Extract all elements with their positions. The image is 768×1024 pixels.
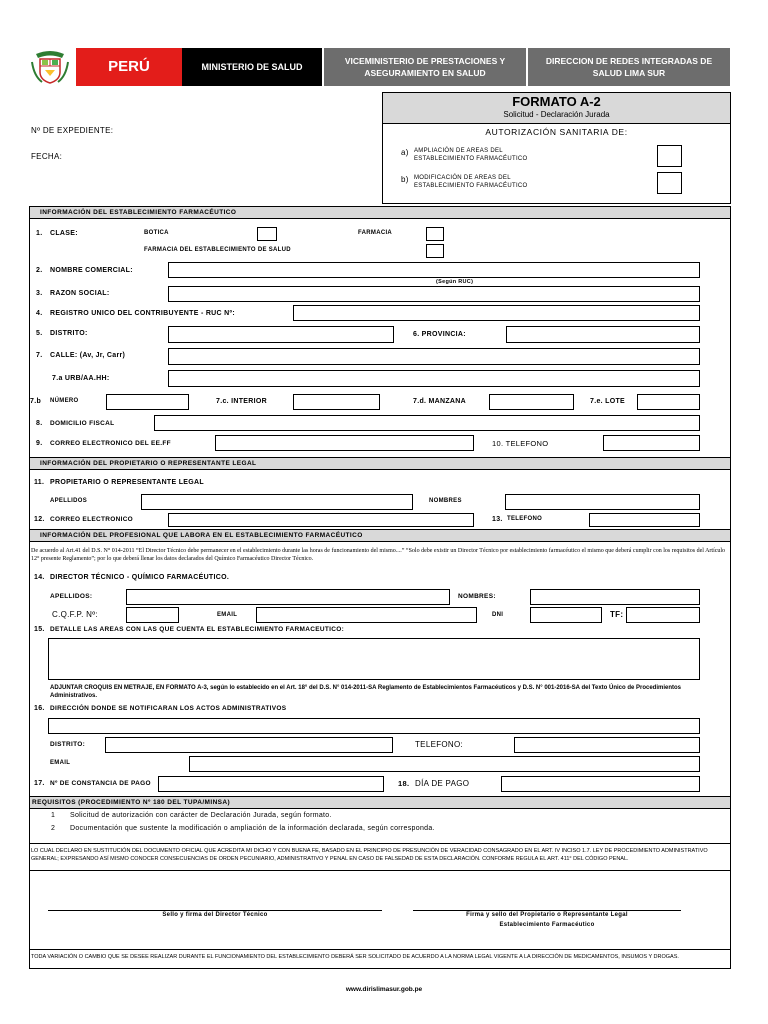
section-owner: INFORMACIÓN DEL PROPIETARIO O REPRESENTANTE LEGAL [29,457,731,470]
field-2-num: 2. [36,267,43,274]
vice-ministry-label: VICEMINISTERIO DE PRESTACIONES Y ASEGURAMIENTO EN SALUD [344,56,506,78]
farmacia-label: FARMACIA [358,230,393,236]
notif-email-label: EMAIL [50,760,71,766]
notif-telefono-field[interactable] [514,737,700,753]
direction-label: DIRECCION DE REDES INTEGRADAS DE SALUD LIMA SUR [545,56,713,78]
field-15-label: DETALLE LAS AREAS CON LAS QUE CUENTA EL ESTABLECIMIENTO FARMACEUTICO: [50,626,345,633]
cqfp-field[interactable] [126,607,179,623]
ministry-label: MINISTERIO DE SALUD [201,62,303,72]
owner-nombres-label: NOMBRES [429,498,462,504]
field-1-label: CLASE: [50,230,78,237]
owner-telefono-field[interactable] [589,513,700,527]
option-b-checkbox[interactable] [657,172,682,194]
farmacia-checkbox[interactable] [426,227,444,241]
field-14-num: 14. [34,574,45,581]
cqfp-label: C.Q.F.P. Nº: [52,610,98,619]
field-16-label: DIRECCIÓN DONDE SE NOTIFICARAN LOS ACTOS ADMINISTRATIVOS [50,705,287,712]
dia-pago-field[interactable] [501,776,700,792]
format-title: FORMATO A-2 [512,94,601,109]
segun-ruc-note: (Según RUC) [436,279,474,285]
option-a-line2: ESTABLECIMIENTO FARMACÉUTICO [414,156,528,162]
farmacia-est-label: FARMACIA DEL ESTABLECIMIENTO DE SALUD [144,247,291,253]
field-12-label: CORREO ELECTRONICO [50,516,134,523]
header-ministry [182,48,322,86]
urb-field[interactable] [168,370,700,387]
signature-left-label: Sello y firma del Director Técnico [162,912,268,918]
dt-nombres-field[interactable] [530,589,700,605]
field-6-label: 6. PROVINCIA: [413,331,466,338]
section-establishment: INFORMACIÓN DEL ESTABLECIMIENTO FARMACÉUTICO [29,206,731,219]
notif-email-field[interactable] [189,756,700,772]
field-3-label: RAZON SOCIAL: [50,290,110,297]
numero-field[interactable] [106,394,189,410]
req-1-num: 1 [51,812,56,819]
dt-email-label: EMAIL [217,612,238,618]
field-9-num: 9. [36,440,43,447]
field-2-label: NOMBRE COMERCIAL: [50,267,133,274]
dt-apellidos-field[interactable] [126,589,450,605]
declaration-divider [29,843,731,844]
option-b-letter: b) [401,175,409,184]
field-16-num: 16. [34,705,45,712]
field-3-num: 3. [36,290,43,297]
interior-field[interactable] [293,394,380,410]
section-requisitos: REQUISITOS (PROCEDIMIENTO Nº 180 DEL TUPA/MINSA) [29,796,731,809]
field-7a-label: 7.a URB/AA.HH: [52,375,110,382]
areas-field[interactable] [48,638,700,680]
field-5-num: 5. [36,330,43,337]
field-7e-label: 7.e. LOTE [590,398,625,405]
country-label: PERÚ [108,58,150,75]
croquis-note: ADJUNTAR CROQUIS EN METRAJE, EN FORMATO A-3, según lo establecido en el Art. 18° del D.S. N° 014-2011-SA Reglamento de Establecimientos Farmacéuticos y D.S. N° 001-2016-SA del Texto Único de Procedimientos Administrativos. [50,685,682,699]
field-10-label: 10. TELEFONO [492,439,549,448]
format-subtitle: Solicitud - Declaración Jurada [503,110,610,119]
option-a-line1: AMPLIACIÓN DE AREAS DEL [414,148,503,154]
owner-apellidos-field[interactable] [141,494,413,510]
field-8-num: 8. [36,420,43,427]
botica-checkbox[interactable] [257,227,277,241]
field-7b-label: NÚMERO [50,398,79,404]
field-4-num: 4. [36,310,43,317]
declaration-divider-2 [29,870,731,871]
auth-title: AUTORIZACIÓN SANITARIA DE: [485,127,628,137]
signature-right-label-2: Establecimiento Farmacéutico [499,922,595,928]
dt-apellidos-label: APELLIDOS: [50,593,93,600]
peru-seal-icon [28,48,72,86]
field-8-label: DOMICILIO FISCAL [50,420,115,427]
owner-apellidos-label: APELLIDOS [50,498,88,504]
provincia-field[interactable] [506,326,700,343]
field-13-num: 13. [492,516,503,523]
field-7-label: CALLE: (Av, Jr, Carr) [50,352,126,359]
expediente-label: Nº DE EXPEDIENTE: [31,126,114,135]
header-country [76,48,182,86]
field-11-num: 11. [34,479,45,486]
dni-label: DNI [492,612,504,618]
fecha-label: FECHA: [31,152,63,161]
field-7-num: 7. [36,352,43,359]
field-1-num: 1. [36,230,43,237]
field-9-label: CORREO ELECTRONICO DEL EE.FF [50,440,171,447]
constancia-field[interactable] [158,776,384,792]
field-11-label: PROPIETARIO O REPRESENTANTE LEGAL [50,479,204,486]
declaration-text: LO CUAL DECLARO EN SUSTITUCIÓN DEL DOCUMENTO OFICIAL QUE ACREDITA MI DICHO Y CON BUENA FE, BASADO EN EL PRINCIPIO DE PRESUNCIÓN DE VERACIDAD CONSAGRADO EN EL ART. IV INCISO 1.7. LEY DE PROCEDIMIENTO ADMINISTRATIVO GENERAL; EXPRESANDO ASÍ MISMO CONOCER CONSECUENCIAS DE ORDEN PECUNIARIO, ADMINISTRATIVO Y PENAL EN CASO DE FALSEDAD DE ESTA DECLARACIÓN. CONFORME REGULA EL ART. 411° DEL CÓDIGO PENAL. [31,848,708,862]
field-12-num: 12. [34,516,45,523]
req-2-text: Documentación que sustente la modificación o ampliación de la información declarada, según corresponda. [70,825,435,832]
notif-telefono-label: TELEFONO: [415,740,464,749]
calle-field[interactable] [168,348,700,365]
telefono-field[interactable] [603,435,700,451]
distrito-field[interactable] [168,326,394,343]
field-13-label: TELEFONO [507,516,543,522]
dt-nombres-label: NOMBRES: [458,593,496,600]
owner-email-field[interactable] [168,513,474,527]
signature-right-label-1: Firma y sello del Propietario o Representante Legal [466,912,628,918]
ruc-field[interactable] [293,305,700,321]
signature-line-right [413,910,681,911]
dni-field[interactable] [530,607,602,623]
field-15-num: 15. [34,626,45,633]
notif-address-field[interactable] [48,718,700,734]
field-17-label: Nº DE CONSTANCIA DE PAGO [50,780,151,787]
signature-line-left [48,910,382,911]
field-5-label: DISTRITO: [50,330,88,337]
field-14-label: DIRECTOR TÉCNICO - QUÍMICO FARMACÉUTICO. [50,574,230,581]
botica-label: BOTICA [144,230,169,236]
option-a-letter: a) [401,148,409,157]
manzana-field[interactable] [489,394,574,410]
owner-nombres-field[interactable] [505,494,700,510]
farmacia-est-checkbox[interactable] [426,244,444,258]
notif-distrito-label: DISTRITO: [50,741,86,748]
field-18-num: 18. [398,779,410,788]
option-b-line2: ESTABLECIMIENTO FARMACÉUTICO [414,183,528,189]
website-text: www.dirislimasur.gob.pe [345,986,423,993]
field-4-label: REGISTRO UNICO DEL CONTRIBUYENTE - RUC Nº: [50,310,235,317]
option-b-line1: MODIFICACIÓN DE AREAS DEL [414,175,511,181]
dt-email-field[interactable] [256,607,477,623]
tf-field[interactable] [626,607,700,623]
legal-text: De acuerdo al Art.41 del D.S. N° 014-2011 “El Director Técnico debe permanecer en el establecimiento durante las horas de funcionamiento del mismo....” “Solo debe existir un Director Técnico por establecimiento farmacéutico el mismo que deberá cumplir con los requisitos del Artículo 12° presente Reglamento”; por lo que deberá llenar los datos declarados del Químico Farmacéutico Director Técnico. [31,548,726,562]
domicilio-fiscal-field[interactable] [154,415,700,431]
req-2-num: 2 [51,825,56,832]
lote-field[interactable] [637,394,700,410]
field-7c-label: 7.c. INTERIOR [216,398,267,405]
req-1-text: Solicitud de autorización con carácter de Declaración Jurada, según formato. [70,812,332,819]
field-18-label: DÍA DE PAGO [415,779,470,788]
footer-divider [29,949,731,950]
nombre-comercial-field[interactable] [168,262,700,278]
correo-eeff-field[interactable] [215,435,474,451]
tf-label: TF: [610,610,624,619]
header-direction [528,48,730,86]
section-professional: INFORMACIÓN DEL PROFESIONAL QUE LABORA EN EL ESTABLECIMIENTO FARMACÉUTICO [29,529,731,542]
header-vice-ministry [324,48,526,86]
field-7b-num: 7.b [30,398,42,405]
field-7d-label: 7.d. MANZANA [413,398,466,405]
razon-social-field[interactable] [168,286,700,302]
footer-note: TODA VARIACIÓN O CAMBIO QUE SE DESEE REALIZAR DURANTE EL FUNCIONAMIENTO DEL ESTABLECIMIENTO DEBERÁ SER SOLICITADO DE ACUERDO A LA NORMA LEGAL VIGENTE A LA DIRECCIÓN DE MEDICAMENTOS, INSUMOS Y DROGAS. [31,954,679,960]
field-17-num: 17. [34,780,45,787]
option-a-checkbox[interactable] [657,145,682,167]
notif-distrito-field[interactable] [105,737,393,753]
